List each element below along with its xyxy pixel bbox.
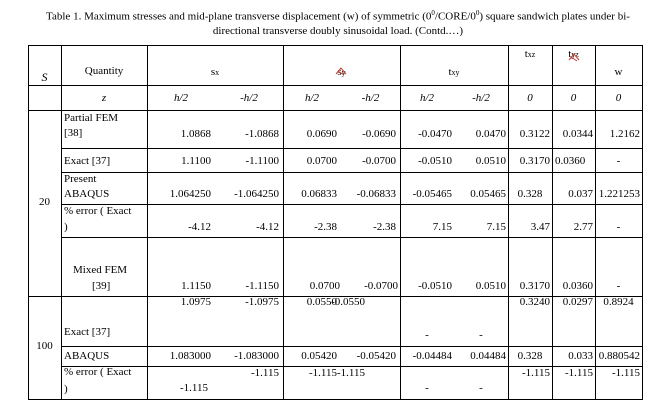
table-cell: - [616,155,621,167]
caption-text: /CORE/0 [434,10,476,23]
table-cell: 1.064250 [169,188,211,200]
caption-text: ) square sandwich plates under bi- [479,10,630,23]
table-cell: -4.12 [188,221,211,233]
table-cell: 0.0510 [475,155,506,167]
table-cell: 0.05465 [470,188,506,200]
row-label: ABAQUS [64,188,110,200]
table-cell: 0.0297 [562,296,593,308]
table-cell: 0.8924 [603,296,634,308]
row-label: Exact [37] [64,326,111,338]
z-value: h/2 [419,92,435,104]
table-cell: 0.3122 [519,128,550,140]
table-cell: 0.3170 [519,280,550,292]
header-z: z [101,92,107,104]
table-cell: 0.0550 [306,296,337,308]
table-cell: 0.05420 [301,350,337,362]
table-cell: 0.037 [568,188,593,200]
table-cell: -1.0975 [245,296,279,308]
table-cell: -1.115 [180,382,209,394]
row-label: [38] [64,127,83,139]
z-value: h/2 [304,92,320,104]
table-caption [28,6,648,38]
header-w: w [614,66,623,78]
table-cell: 0.0510 [475,280,506,292]
header-symbol: s [210,66,216,78]
table-cell: -1.1150 [245,280,279,292]
table-cell: 1.0868 [180,128,211,140]
header-subscript: x [215,68,220,77]
table-cell: -1.115 [336,367,365,379]
header-symbol: t [448,66,452,78]
header-quantity: Quantity [84,65,124,77]
grid-line [642,45,643,400]
grid-line [61,237,642,238]
table-cell: 0.0690 [306,128,337,140]
table-cell: -0.04484 [412,350,452,362]
z-value: h/2 [173,92,189,104]
z-value: -h/2 [361,92,380,104]
grid-line [61,204,642,205]
table-cell: - [616,221,621,233]
row-label-text: Mixed FEM [73,264,128,276]
table-cell: -1.115 [521,367,550,379]
table-cell: 7.15 [432,221,452,233]
table-cell: 0.0360 [562,280,593,292]
table-cell: -0.05420 [356,350,396,362]
table-cell: -1.115 [564,367,593,379]
table-cell: -0.0510 [418,155,452,167]
table-cell: - [425,382,429,394]
header-symbol: t [524,48,528,60]
table-cell: 3.47 [530,221,550,233]
row-label: Partial FEM [64,112,119,124]
grid-line [28,85,642,86]
table-cell: 7.15 [486,221,506,233]
table-cell: -0.0510 [418,280,452,292]
s-value-20: 20 [39,196,50,208]
table-cell: -2.38 [314,221,337,233]
table-cell: -1.115 [250,367,279,379]
z-value: 0 [527,92,533,104]
grid-line [61,148,642,149]
edit-mark-icon [335,66,347,76]
table-cell: - [425,329,429,341]
header-subscript: xy [451,68,460,77]
table-cell: - [479,329,483,341]
table-cell: 0.0470 [475,128,506,140]
z-value: 0 [615,92,622,104]
z-value: 0 [570,92,577,104]
table-cell: -0.0470 [418,128,452,140]
table-cell: -1.1100 [245,155,279,167]
edit-mark-icon [568,52,580,62]
header-tau-xy [400,66,508,79]
table-cell: - [616,280,621,292]
caption-text: Table 1. Maximum stresses and mid-plane transverse displacement (w) of symmetric (0 [46,10,432,23]
table-cell: -0.0700 [364,280,398,292]
z-value: -h/2 [240,92,258,104]
table-cell: -1.083000 [234,350,279,362]
row-label: Present [64,173,97,185]
table-cell: 1.2162 [609,128,640,140]
table-cell: 0.880542 [598,350,640,362]
row-label: Exact [37] [64,155,111,167]
grid-line [28,110,642,111]
z-value: -h/2 [472,92,490,104]
header-sigma-x [147,66,283,79]
table-cell: -0.0550 [331,296,365,308]
table-cell: -0.05465 [412,188,452,200]
table-cell: -1.115 [611,367,640,379]
table-cell: 0.328 [517,350,543,362]
table-cell: -1.0868 [245,128,279,140]
header-subscript: xz [527,50,536,59]
caption-text: directional transverse doubly sinusoidal load. (Contd.…) [212,24,464,37]
row-label: ) [64,383,68,395]
table-cell: 0.0344 [562,128,593,140]
caption-sup: 0 [431,9,435,17]
table-cell: 0.328 [517,188,543,200]
table-cell: 0.0700 [306,155,337,167]
grid-line [28,399,642,400]
header-symbol: s [337,66,342,78]
row-label: % error ( Exact [64,366,132,378]
grid-line [28,45,642,46]
table-cell: -1.064250 [234,188,279,200]
table-cell: -0.06833 [356,188,396,200]
table-cell: - [479,382,483,394]
header-subscript: yz [571,50,579,59]
table-cell: -0.0700 [362,155,396,167]
table-cell: -4.12 [256,221,279,233]
table-cell: -1.115 [308,367,337,379]
table-cell: 0.033 [568,350,593,362]
table-cell: 1.083000 [169,350,211,362]
table-cell: 1.221253 [598,188,640,200]
header-symbol: t [568,48,572,60]
grid-line [61,172,642,173]
table-cell: -0.0690 [362,128,396,140]
table-cell: 0.3170 [519,155,550,167]
table-cell: 0.3240 [519,296,550,308]
header-tau-xz [508,48,552,61]
row-label: ABAQUS [64,350,110,362]
header-subscript: y [341,68,346,77]
s-value-100: 100 [36,340,53,352]
row-label [73,264,127,277]
table-cell: -2.38 [373,221,396,233]
table-cell: 0.06833 [301,188,337,200]
caption-sup: 0 [475,9,480,17]
row-label: [39] [92,280,111,292]
table-cell: 0.04484 [470,350,506,362]
table-cell: 1.1100 [181,155,211,167]
row-label: ) [64,221,68,233]
table-cell: 1.0975 [180,296,211,308]
table-cell: 1.1150 [181,280,211,292]
table-cell: 2.77 [573,221,593,233]
grid-line [61,346,642,347]
header-s: S [41,70,48,84]
row-label: % error ( Exact [64,205,132,217]
table-cell: 0.0700 [309,280,340,292]
table-cell: 0.0360 [555,155,586,167]
